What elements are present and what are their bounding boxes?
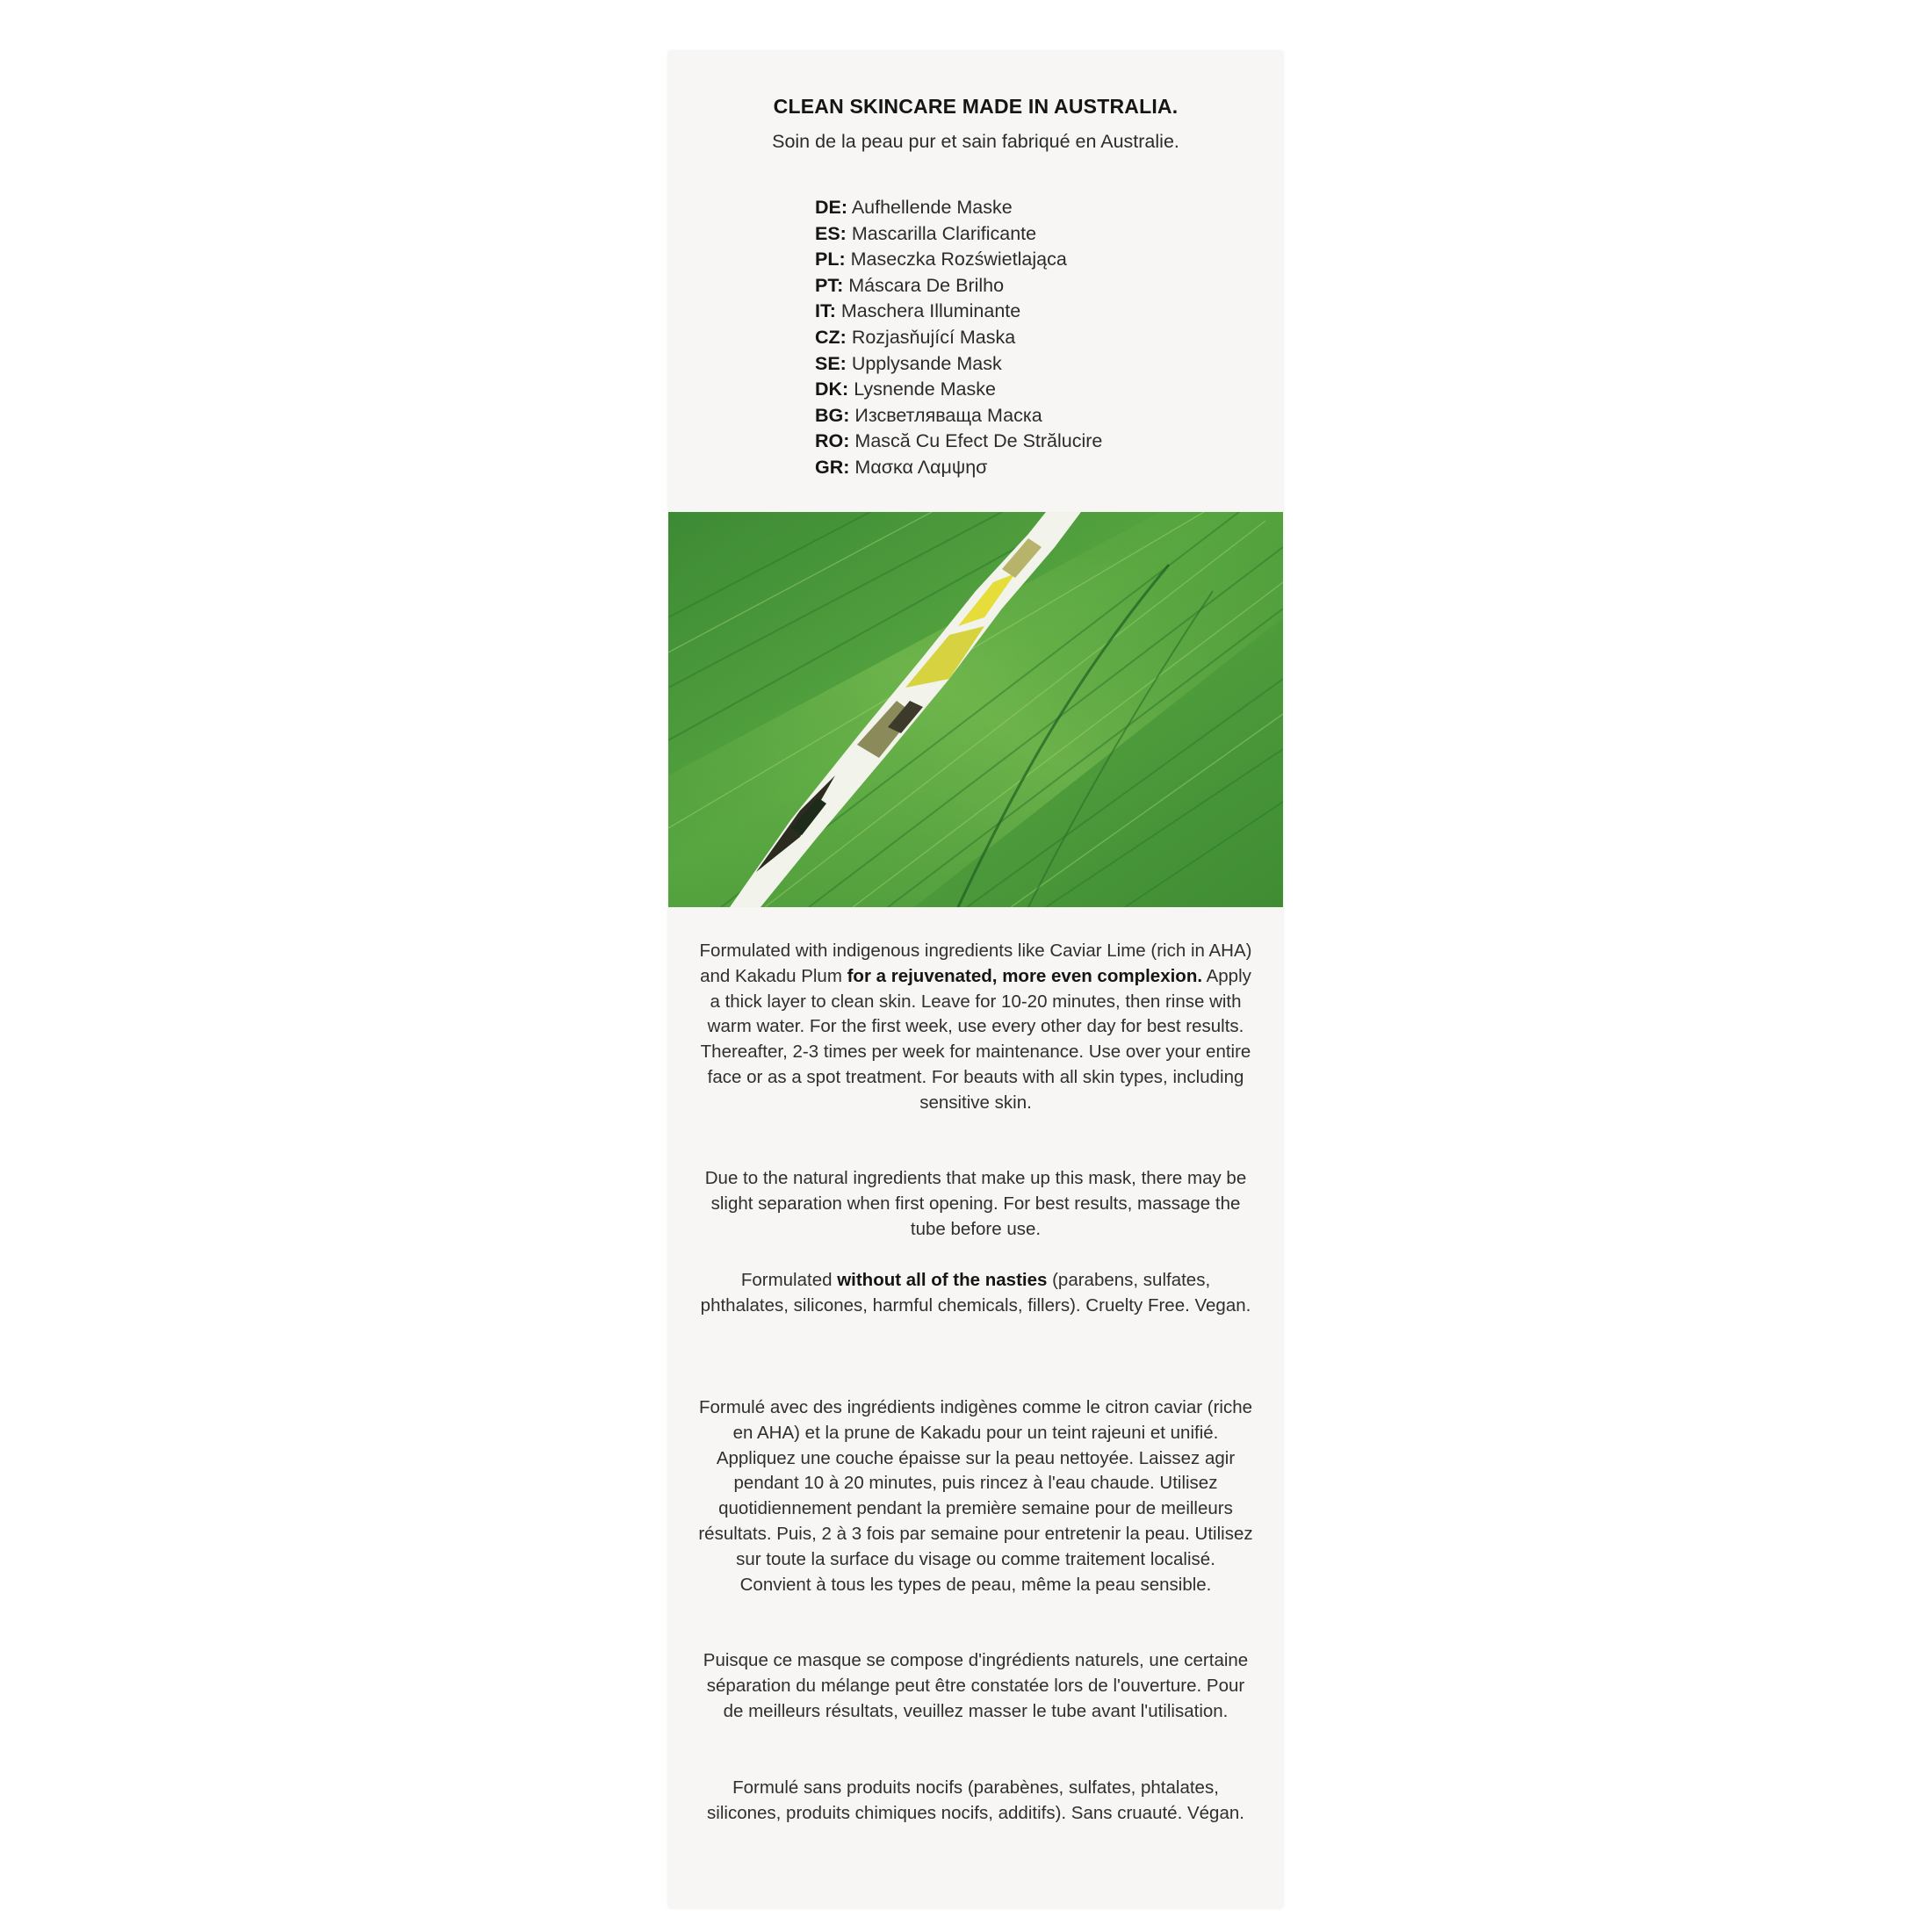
translation-text: Aufhellende Maske [851,197,1013,218]
usage-instructions-english [698,939,1253,1116]
free-from-text-end: (parabens, sulfates, phthalates, silicones, harmful chemicals, fillers). Cruelty Free. Vegan. [700,1270,1251,1316]
translation-item-es [815,221,1102,248]
translation-text: Rozjasňující Maska [851,326,1016,348]
translation-item-it [815,299,1102,325]
separation-note-french: Puisque ce masque se compose d'ingrédients naturels, une certaine séparation du mélange peut être constatée lors de l'ouverture. Pour de meilleurs résultats, veuillez masser le tube avant l'utilisation. [703,1650,1249,1721]
translation-item-pt [815,273,1102,299]
language-code: BG: [815,404,850,426]
usage-instructions-french: Formulé avec des ingrédients indigènes comme le citron caviar (riche en AHA) et la prune de Kakadu pour un teint rajeuni et unifié. Appliquez une couche épaisse sur la peau nettoyée. Laissez agir pendant 10 à 20 minutes, puis rincez à l'eau chaude. Utilisez quotidiennement pendant la première semaine pour de meilleurs résultats. Puis, 2 à 3 fois par semaine pour entretenir la peau. Utilisez sur toute la surface du visage ou comme traitement localisé. Convient à tous les types de peau, même la peau sensible. [698,1397,1253,1595]
translation-item-gr [815,455,1102,481]
translation-text: Mască Cu Efect De Strălucire [854,430,1103,452]
translation-text: Maschera Illuminante [840,300,1021,322]
usage-text-start: Formulated with indigenous ingredients like Caviar Lime (rich in AHA) and Kakadu Plum [699,941,1252,986]
leaf-photo [668,512,1283,907]
free-from-text-start: Formulated [740,1270,838,1290]
translation-text: Maseczka Rozświetlająca [850,249,1067,270]
translation-item-se [815,351,1102,378]
free-from-text-emphasis: without all of the nasties [837,1270,1048,1290]
usage-text-end: Apply a thick layer to clean skin. Leave for 10-20 minutes, then rinse with warm water. For the first week, use every other day for best results. Thereafter, 2-3 times per week for maintenance. Use over your entire face or as a spot treatment. For beauts with all skin types, including sensitive skin. [700,965,1251,1113]
language-code: SE: [815,352,847,374]
translation-text: Máscara De Brilho [848,274,1005,296]
translation-text: Μασκα Λαμψησ [854,456,988,478]
translation-item-bg [815,403,1102,429]
translation-text: Upplysande Mask [851,352,1002,374]
translation-item-cz [815,325,1102,351]
language-code: PT: [815,274,844,296]
translation-item-pl [815,247,1102,273]
subline-french: Soin de la peau pur et sain fabriqué en Australie. [772,131,1179,152]
free-from-note-french: Formulé sans produits nocifs (parabènes, sulfates, phtalates, silicones, produits chimiques nocifs, additifs). Sans cruauté. Végan. [707,1777,1244,1823]
language-code: DK: [815,378,849,400]
language-code: DE: [815,197,848,218]
packaging-panel [668,51,1283,1908]
language-code: RO: [815,430,850,452]
translation-item-dk [815,377,1102,403]
usage-text-emphasis: for a rejuvenated, more even complexion. [847,965,1203,986]
free-from-note-english [698,1268,1253,1319]
language-code: PL: [815,249,846,270]
separation-note-english: Due to the natural ingredients that make up this mask, there may be slight separation when first opening. For best results, massage the tube before use. [704,1168,1247,1239]
language-code: IT: [815,300,836,322]
translation-text: Изсветляваща Маска [854,404,1042,426]
translations-list [815,195,1102,481]
language-code: CZ: [815,326,847,348]
translation-text: Lysnende Maske [854,378,996,400]
translation-text: Mascarilla Clarificante [851,222,1037,244]
translation-item-de [815,195,1102,221]
translation-item-ro [815,429,1102,455]
language-code: GR: [815,456,850,478]
headline: CLEAN SKINCARE MADE IN AUSTRALIA. [773,95,1179,118]
language-code: ES: [815,222,847,244]
